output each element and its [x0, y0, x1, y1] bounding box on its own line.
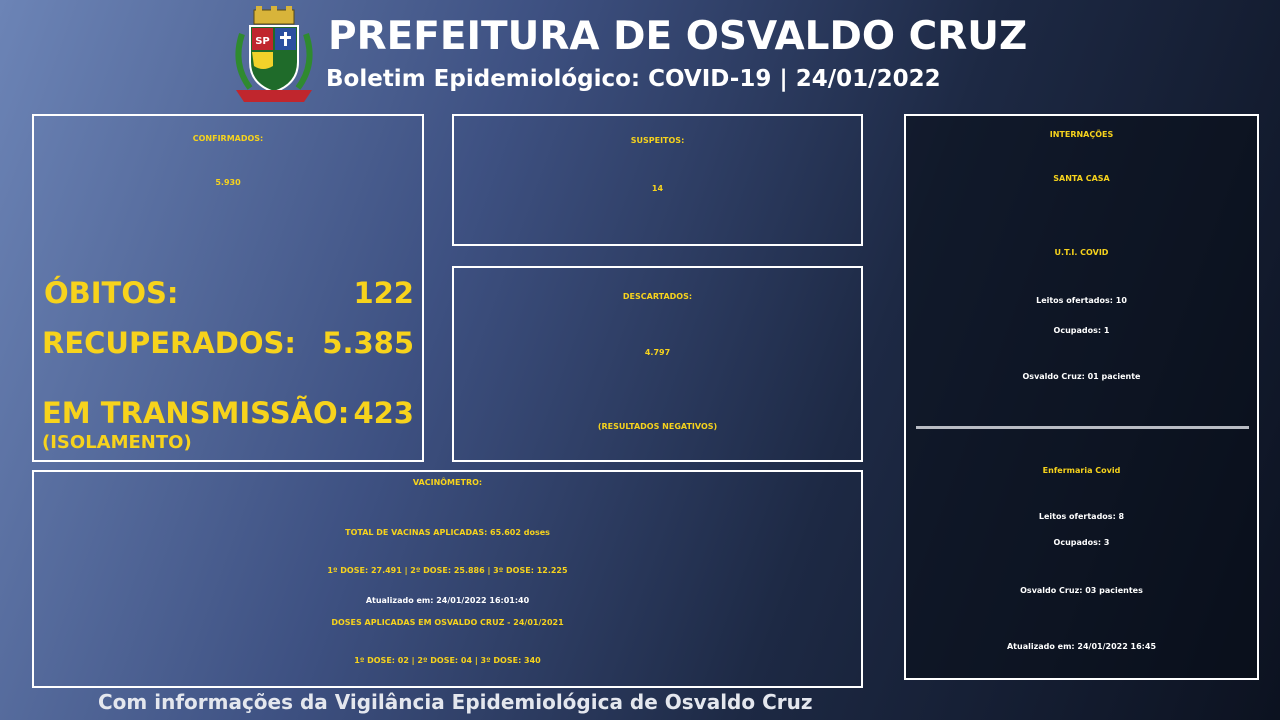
transmissao-label: EM TRANSMISSÃO: [42, 396, 350, 430]
suspeitos-panel [452, 114, 863, 246]
vacinometro-panel [32, 470, 863, 688]
confirmados-panel [32, 114, 424, 462]
doses-oc-values: 1º DOSE: 02 | 2º DOSE: 04 | 3º DOSE: 340 [354, 656, 541, 665]
vacinas-updated: Atualizado em: 24/01/2022 16:01:40 [365, 596, 530, 605]
suspeitos-value: 14 [651, 184, 664, 193]
descartados-value: 4.797 [644, 348, 671, 357]
transmissao-row [42, 396, 414, 430]
uti-osvaldo-cruz: Osvaldo Cruz: 01 paciente [1022, 372, 1141, 381]
descartados-label: DESCARTADOS: [622, 292, 693, 301]
internacoes-panel [904, 114, 1259, 680]
divider [916, 426, 1249, 429]
footer-source: Com informações da Vigilância Epidemiológica de Osvaldo Cruz [98, 690, 813, 714]
vacinas-doses: 1º DOSE: 27.491 | 2º DOSE: 25.886 | 3º DOSE: 12.225 [327, 566, 568, 575]
confirmados-value: 5.930 [215, 178, 241, 187]
page-title: PREFEITURA DE OSVALDO CRUZ [328, 14, 1028, 59]
vacinas-total: TOTAL DE VACINAS APLICADAS: 65.602 doses [345, 528, 550, 537]
transmissao-value: 423 [353, 396, 414, 430]
internacoes-updated: Atualizado em: 24/01/2022 16:45 [1006, 642, 1157, 651]
descartados-panel [452, 266, 863, 462]
transmissao-note: (ISOLAMENTO) [42, 432, 192, 453]
obitos-label: ÓBITOS: [44, 276, 179, 310]
suspeitos-label: SUSPEITOS: [630, 136, 685, 145]
uti-leitos: Leitos ofertados: 10 [1036, 296, 1127, 305]
enfermaria-osvaldo-cruz: Osvaldo Cruz: 03 pacientes [1020, 586, 1143, 595]
vacinometro-label: VACINÔMETRO: [412, 478, 483, 487]
page-subtitle: Boletim Epidemiológico: COVID-19 | 24/01/2022 [326, 66, 941, 92]
recuperados-label: RECUPERADOS: [42, 326, 297, 360]
city-crest-icon [228, 6, 320, 106]
internacoes-subtitle: SANTA CASA [1053, 174, 1110, 183]
enfermaria-leitos: Leitos ofertados: 8 [1038, 512, 1125, 521]
uti-ocupados: Ocupados: 1 [1053, 326, 1110, 335]
recuperados-value: 5.385 [322, 326, 414, 360]
doses-oc-title: DOSES APLICADAS EM OSVALDO CRUZ - 24/01/2021 [331, 618, 564, 627]
enfermaria-ocupados: Ocupados: 3 [1053, 538, 1110, 547]
internacoes-title: INTERNAÇÕES [1049, 130, 1114, 139]
obitos-value: 122 [353, 276, 414, 310]
obitos-row [42, 276, 414, 310]
confirmados-label: CONFIRMADOS: [192, 134, 264, 143]
enfermaria-title: Enfermaria Covid [1042, 466, 1121, 475]
svg-text:SP: SP [255, 36, 270, 47]
descartados-note: (RESULTADOS NEGATIVOS) [597, 422, 718, 431]
recuperados-row [42, 326, 414, 360]
uti-title: U.T.I. COVID [1054, 248, 1109, 257]
